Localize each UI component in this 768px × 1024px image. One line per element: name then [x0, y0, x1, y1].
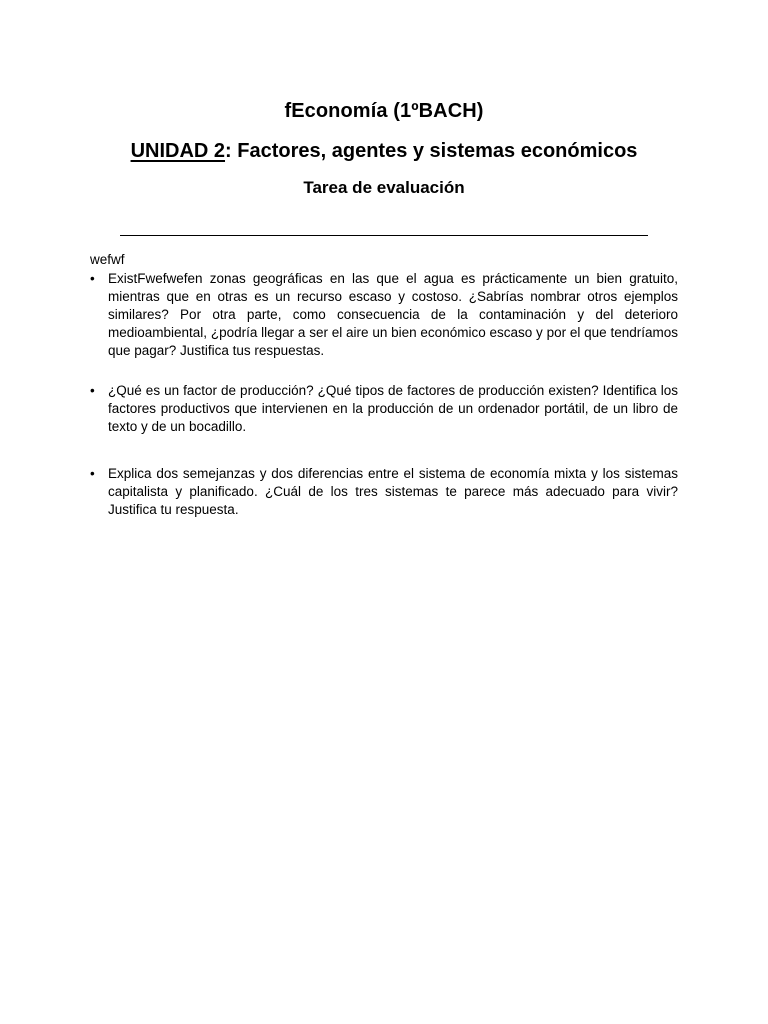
bullet-icon: • [90, 271, 95, 286]
unit-title [0, 136, 768, 166]
bullet-icon: • [90, 466, 95, 481]
intro-text: wefwf [90, 252, 125, 267]
question-text: Explica dos semejanzas y dos diferencias entre el sistema de economía mixta y los sistemas capitalista y planificado. ¿Cuál de los tres sistemas te parece más adecuado para vivir? Justifica tu respuesta. [108, 466, 678, 517]
unit-separator: : [225, 140, 232, 162]
question-text: ExistFwefwefen zonas geográficas en las que el agua es prácticamente un bien gratuito, mientras que en otras es un recurso escaso y costoso. ¿Sabrías nombrar otros ejemplos similares? Por otra parte, como consecuencia de la contaminación y del deterioro medioambiental, ¿podría llegar a ser el aire un bien económico escaso y por el que tendríamos que pagar? Justifica tus respuestas. [108, 271, 678, 358]
course-title: fEconomía (1ºBACH) [284, 100, 484, 122]
unit-label: UNIDAD 2 [130, 140, 226, 162]
header-divider [120, 235, 648, 236]
question-text: ¿Qué es un factor de producción? ¿Qué tipos de factores de producción existen? Identifica los factores productivos que intervienen en la producción de un ordenador portátil, de un libro de texto y de un bocadillo. [108, 383, 678, 434]
list-item [90, 382, 678, 436]
document-header [0, 96, 768, 201]
task-title: Tarea de evaluación [303, 178, 465, 197]
list-item [90, 270, 678, 360]
document-body [90, 251, 678, 519]
unit-name: Factores, agentes y sistemas económicos [231, 140, 638, 162]
list-item [90, 465, 678, 519]
bullet-icon: • [90, 383, 95, 398]
question-list [90, 270, 678, 519]
